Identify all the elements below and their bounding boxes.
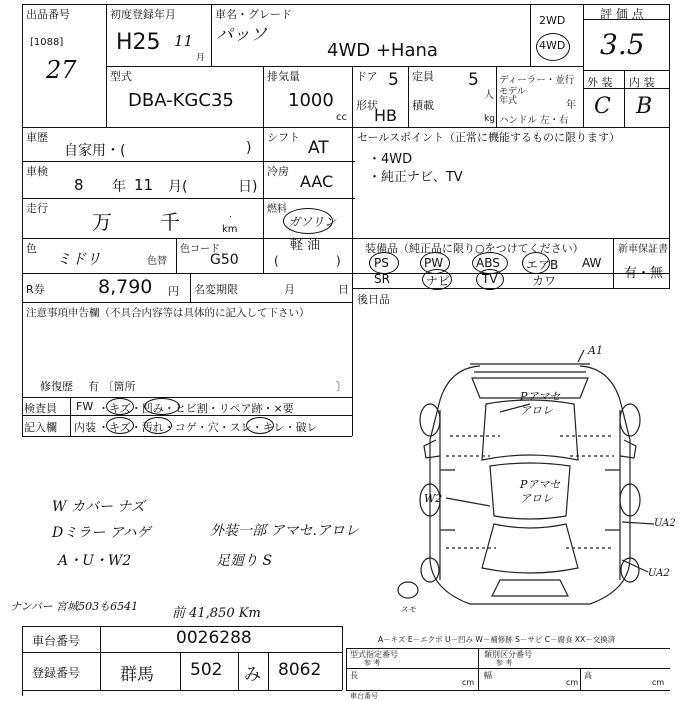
usage-label: 車歴 — [26, 131, 48, 144]
capacity-label: 定員 — [412, 70, 434, 83]
equip-airbag: エアB — [526, 258, 559, 272]
fuel-diesel: 軽 油 — [290, 238, 321, 253]
exterior-label: 外 装 — [587, 76, 613, 89]
hand-plate-note: ナンバー 宮城503も6541 — [10, 600, 139, 613]
equip-aw: AW — [582, 256, 602, 270]
capacity-value: 5 — [468, 70, 479, 90]
color-label: 色 — [26, 242, 37, 255]
inspection-year-unit: 年 — [112, 179, 126, 195]
warranty-value: 有・無 — [624, 266, 664, 281]
car-grade: 4WD +Hana — [327, 40, 438, 61]
doors-label: ドア — [356, 70, 378, 83]
chassis-label: 車台番号 — [32, 634, 81, 648]
diagram-front-note: Pアマセ アロレ — [520, 390, 561, 417]
equip-pw: PW — [424, 256, 444, 270]
spec-ref-2: 参 考 — [496, 659, 513, 667]
spec-ref-1: 参 考 — [364, 659, 381, 667]
year-unit: 年 — [566, 100, 576, 111]
checker-row1-head: FW — [76, 400, 94, 413]
repair-value: 有 〔箇所 — [88, 380, 136, 393]
shape-value: HB — [374, 106, 398, 125]
repair-close: 〕 — [336, 380, 347, 393]
sales-points-label: セールスポイント（正常に機能するものに限ります） — [357, 131, 621, 144]
equip-leather: カワ — [532, 274, 557, 288]
score-value: 3.5 — [600, 28, 645, 61]
drive-4wd: 4WD — [539, 39, 566, 52]
hand-line-4: 外装一部 アマセ.アロレ — [210, 523, 359, 539]
recycle-label: R券 — [26, 283, 45, 296]
interior-label: 内 装 — [629, 76, 655, 89]
sales-point-2: ・純正ナビ、TV — [368, 170, 463, 185]
checker-row1: ・キズ・凹み・ヒビ割・リペア跡・×要 — [98, 402, 294, 415]
recycle-value: 8,790 — [98, 276, 153, 298]
equip-tv: TV — [482, 272, 498, 286]
hand-line-2: Dミラー アハゲ — [52, 525, 151, 541]
diagram-w2: W2 — [424, 492, 443, 505]
spec-cm-2: cm — [566, 678, 579, 687]
ac-label: 冷房 — [267, 165, 289, 178]
lot-number: 27 — [46, 56, 77, 84]
plate-number: 8062 — [278, 660, 322, 680]
checker-row2: ・キズ・汚れ・コゲ・穴・スレ・キレ・破レ — [98, 421, 318, 434]
fuel-paren-open: ( — [274, 254, 279, 268]
diagram-sumo: スモ — [400, 605, 416, 614]
checker-label-1: 検査員 — [24, 402, 57, 415]
equip-ps: PS — [374, 256, 389, 270]
sales-point-1: ・4WD — [368, 152, 413, 167]
mileage-label: 走行 — [26, 202, 48, 215]
car-label: 車名・グレード — [215, 8, 292, 21]
ac-value: AAC — [300, 172, 334, 191]
registration-label: 初度登録年月 — [110, 8, 176, 21]
usage-close: ) — [246, 140, 252, 156]
spec-type-label: 類別区分番号 — [484, 650, 532, 659]
name-change-month: 月 — [284, 283, 295, 296]
inspection-month: 11 — [134, 176, 154, 194]
color-code-label: 色コード — [180, 244, 220, 255]
load-label: 積載 — [412, 99, 434, 112]
rear-seat-label: 後日品 — [357, 293, 390, 306]
mileage-man: 万 — [92, 210, 112, 234]
spec-cm-3: cm — [652, 678, 665, 687]
name-change-day: 日 — [338, 283, 349, 296]
lot-sub: [1088] — [30, 37, 64, 48]
inspection-day-unit: 日) — [238, 179, 258, 195]
spec-chassis: 車台番号 — [350, 692, 378, 700]
inspection-year: 8 — [74, 176, 84, 194]
spec-height: 高 — [584, 671, 592, 680]
checker-label-2: 記入欄 — [24, 421, 57, 434]
plate-kana: み — [244, 665, 261, 685]
equip-sr: SR — [374, 272, 390, 286]
equipment-label: 装備品（純正品に限り○をつけてください） — [365, 242, 584, 255]
score-label: 評 価 点 — [600, 7, 644, 21]
chassis-value: 0026288 — [176, 628, 252, 648]
load-unit: kg — [484, 114, 495, 124]
shape-label: 形状 — [356, 99, 378, 112]
lot-label: 出品番号 — [26, 8, 70, 21]
color-value: ミドリ — [56, 250, 102, 268]
drive-2wd: 2WD — [539, 14, 566, 27]
dealer-label: ディーラー・並行 — [499, 75, 575, 86]
color-type-label: 色替 — [147, 256, 167, 267]
plate-pref: 群馬 — [120, 665, 154, 685]
fuel-label: 燃料 — [267, 204, 287, 215]
model-year-label: モデル 年式 — [499, 87, 526, 106]
spec-width: 幅 — [484, 671, 492, 680]
model-value: DBA-KGC35 — [128, 90, 234, 111]
exterior-value: C — [594, 94, 611, 119]
diagram-rear-note: Pアマセ アロレ — [520, 478, 561, 505]
name-change-label: 名変期限 — [194, 283, 238, 296]
shift-label: シフト — [267, 131, 300, 144]
plate-label: 登録番号 — [32, 666, 81, 680]
fuel-paren-close: ) — [336, 254, 341, 268]
usage-value: 自家用・( — [64, 143, 126, 159]
checker-row2-head: 内装 — [74, 421, 96, 434]
spec-model-label: 型式指定番号 — [350, 650, 398, 659]
car-name: パッソ — [216, 25, 267, 45]
mileage-sen: 千 — [160, 210, 180, 234]
mileage-unit: km — [222, 224, 238, 235]
notes-label: 注意事項申告欄（不具合内容等は具体的に記入して下さい） — [26, 307, 310, 319]
registration-month-unit: 月 — [196, 53, 206, 63]
damage-legend: A－キズ E－エクボ U－凹み W－補修跡 S－サビ C－腐食 XX－交換済 — [378, 635, 616, 644]
registration-era-year: H25 — [116, 30, 161, 55]
plate-class: 502 — [190, 660, 223, 680]
spec-length: 長 — [350, 671, 358, 680]
equip-navi: ナビ — [426, 274, 451, 288]
diagram-a1: A1 — [588, 344, 603, 357]
shift-value: AT — [308, 138, 329, 158]
doors-value: 5 — [388, 70, 399, 90]
registration-month: 11 — [174, 32, 194, 50]
handle: ハンドル 左・右 — [499, 115, 569, 126]
hand-line-5: 足廻り S — [216, 553, 273, 569]
warranty-label: 新車保証書 — [618, 244, 668, 255]
fuel-gasoline: ガソリン — [288, 215, 337, 229]
repair-label: 修復歴 — [40, 380, 73, 393]
interior-value: B — [636, 94, 653, 119]
displacement-unit: cc — [336, 112, 347, 123]
equip-abs: ABS — [476, 256, 500, 270]
model-label: 型式 — [110, 70, 132, 83]
hand-odo-note: 前 41,850 Km — [172, 606, 261, 621]
diagram-ua2-2: UA2 — [648, 568, 670, 579]
inspection-label: 車検 — [26, 165, 48, 178]
spec-cm-1: cm — [462, 678, 475, 687]
displacement-value: 1000 — [288, 90, 334, 111]
displacement-label: 排気量 — [267, 70, 300, 83]
inspection-month-unit: 月( — [168, 179, 188, 195]
color-code: G50 — [210, 252, 239, 268]
diagram-ua2-1: UA2 — [654, 518, 676, 529]
capacity-unit: 人 — [484, 90, 494, 101]
hand-line-1: W カバー ナズ — [52, 499, 145, 515]
recycle-unit: 円 — [168, 285, 179, 298]
hand-line-3: A・U・W2 — [58, 553, 132, 569]
